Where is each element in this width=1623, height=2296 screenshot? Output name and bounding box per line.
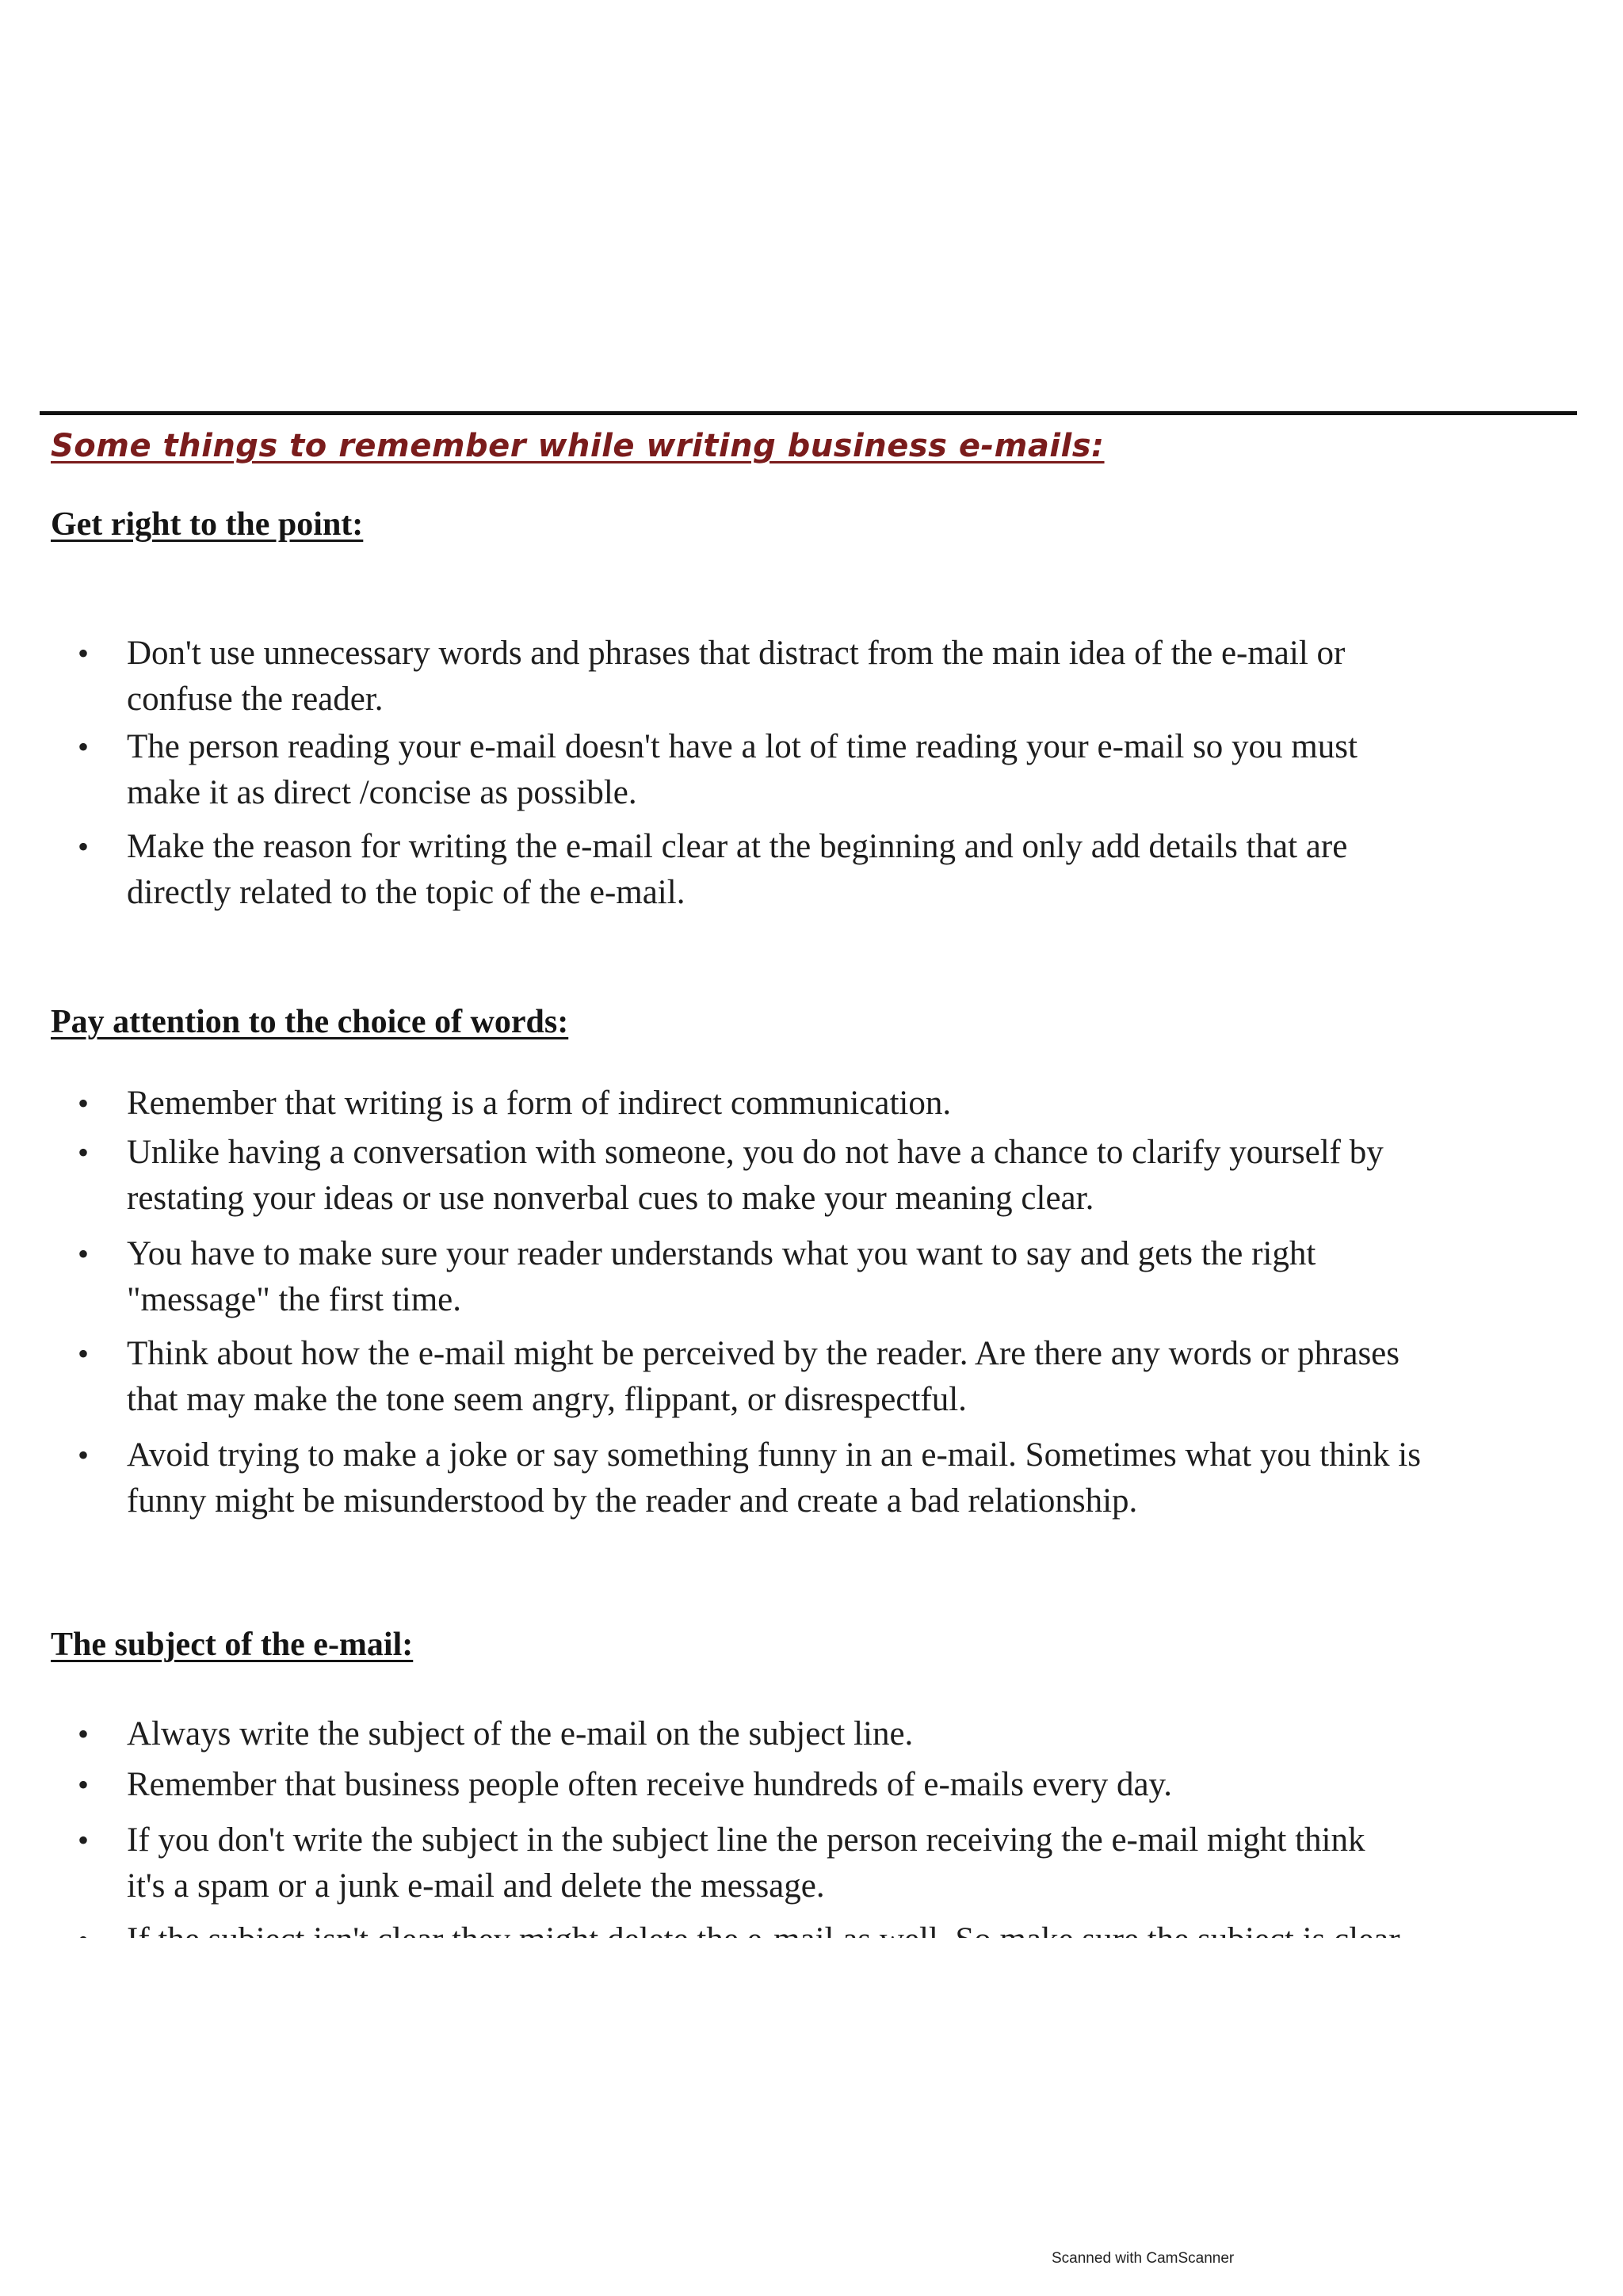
list-item-text: Make the reason for writing the e-mail clear at the beginning and only add details that are directly related to the topic of the e-mail. xyxy=(127,828,1348,911)
list-item-text: If you don't write the subject in the subject line the person receiving the e-mail might think it's a spam or a junk e-mail and delete the message. xyxy=(127,1821,1365,1905)
list-item xyxy=(0,1331,1623,1432)
list-item-text: Remember that writing is a form of indirect communication. xyxy=(127,1085,952,1122)
list-item xyxy=(0,631,1623,724)
list-item-text: Always write the subject of the e-mail on the subject line. xyxy=(127,1715,914,1753)
bullet-list-choice-of-words xyxy=(0,1081,1623,1524)
bullet-icon: • xyxy=(78,1236,90,1272)
list-item-text: Think about how the e-mail might be perceived by the reader. Are there any words or phrases that may make the tone seem angry, flippant, or disrespectful. xyxy=(127,1335,1400,1418)
list-item xyxy=(0,1762,1623,1817)
list-item xyxy=(0,1817,1623,1916)
bullet-icon: • xyxy=(78,1767,90,1802)
section-heading-subject: The subject of the e-mail: xyxy=(51,1627,414,1663)
scanner-watermark-text: Scanned with CamScanner xyxy=(1052,2250,1235,2267)
bullet-list-get-to-point xyxy=(0,631,1623,916)
list-item-text: The person reading your e-mail doesn't have a lot of time reading your e-mail so you must make it as direct /concise as possible. xyxy=(127,728,1358,811)
list-item-text: Avoid trying to make a joke or say something funny in an e-mail. Sometimes what you think is funny might be misunderstood by the reader and create a bad relationship. xyxy=(127,1436,1421,1520)
document-title: Some things to remember while writing business e-mails: xyxy=(51,428,1105,464)
section-heading-get-to-point: Get right to the point: xyxy=(51,506,364,543)
bullet-list-subject xyxy=(0,1711,1623,1916)
bullet-icon: • xyxy=(78,1822,90,1858)
list-item-text: Remember that business people often receive hundreds of e-mails every day. xyxy=(127,1766,1172,1803)
bullet-icon: • xyxy=(78,1437,90,1473)
bullet-icon: • xyxy=(78,1716,90,1752)
list-item-text: Unlike having a conversation with someone, you do not have a chance to clarify yourself by restating your ideas or use nonverbal cues to make your meaning clear. xyxy=(127,1134,1384,1217)
bullet-icon: • xyxy=(78,1336,90,1371)
bullet-icon: • xyxy=(78,635,90,671)
list-item xyxy=(0,1432,1623,1524)
bullet-icon: • xyxy=(78,829,90,864)
section-heading-choice-of-words: Pay attention to the choice of words: xyxy=(51,1004,569,1040)
top-horizontal-rule xyxy=(40,411,1577,415)
list-item xyxy=(0,724,1623,824)
bullet-icon: • xyxy=(78,1135,90,1170)
list-item-text: Don't use unnecessary words and phrases that distract from the main idea of the e-mail or confuse the reader. xyxy=(127,635,1346,718)
list-item xyxy=(0,1081,1623,1130)
bullet-icon: • xyxy=(78,1085,90,1121)
list-item xyxy=(0,1231,1623,1331)
list-item xyxy=(0,1130,1623,1231)
truncated-line-wrapper xyxy=(0,1917,1623,1963)
list-item xyxy=(0,824,1623,916)
scan-cutoff xyxy=(0,1938,1623,1963)
bullet-icon: • xyxy=(78,729,90,765)
list-item xyxy=(0,1711,1623,1762)
list-item-text: You have to make sure your reader understands what you want to say and gets the right "message" the first time. xyxy=(127,1235,1316,1318)
